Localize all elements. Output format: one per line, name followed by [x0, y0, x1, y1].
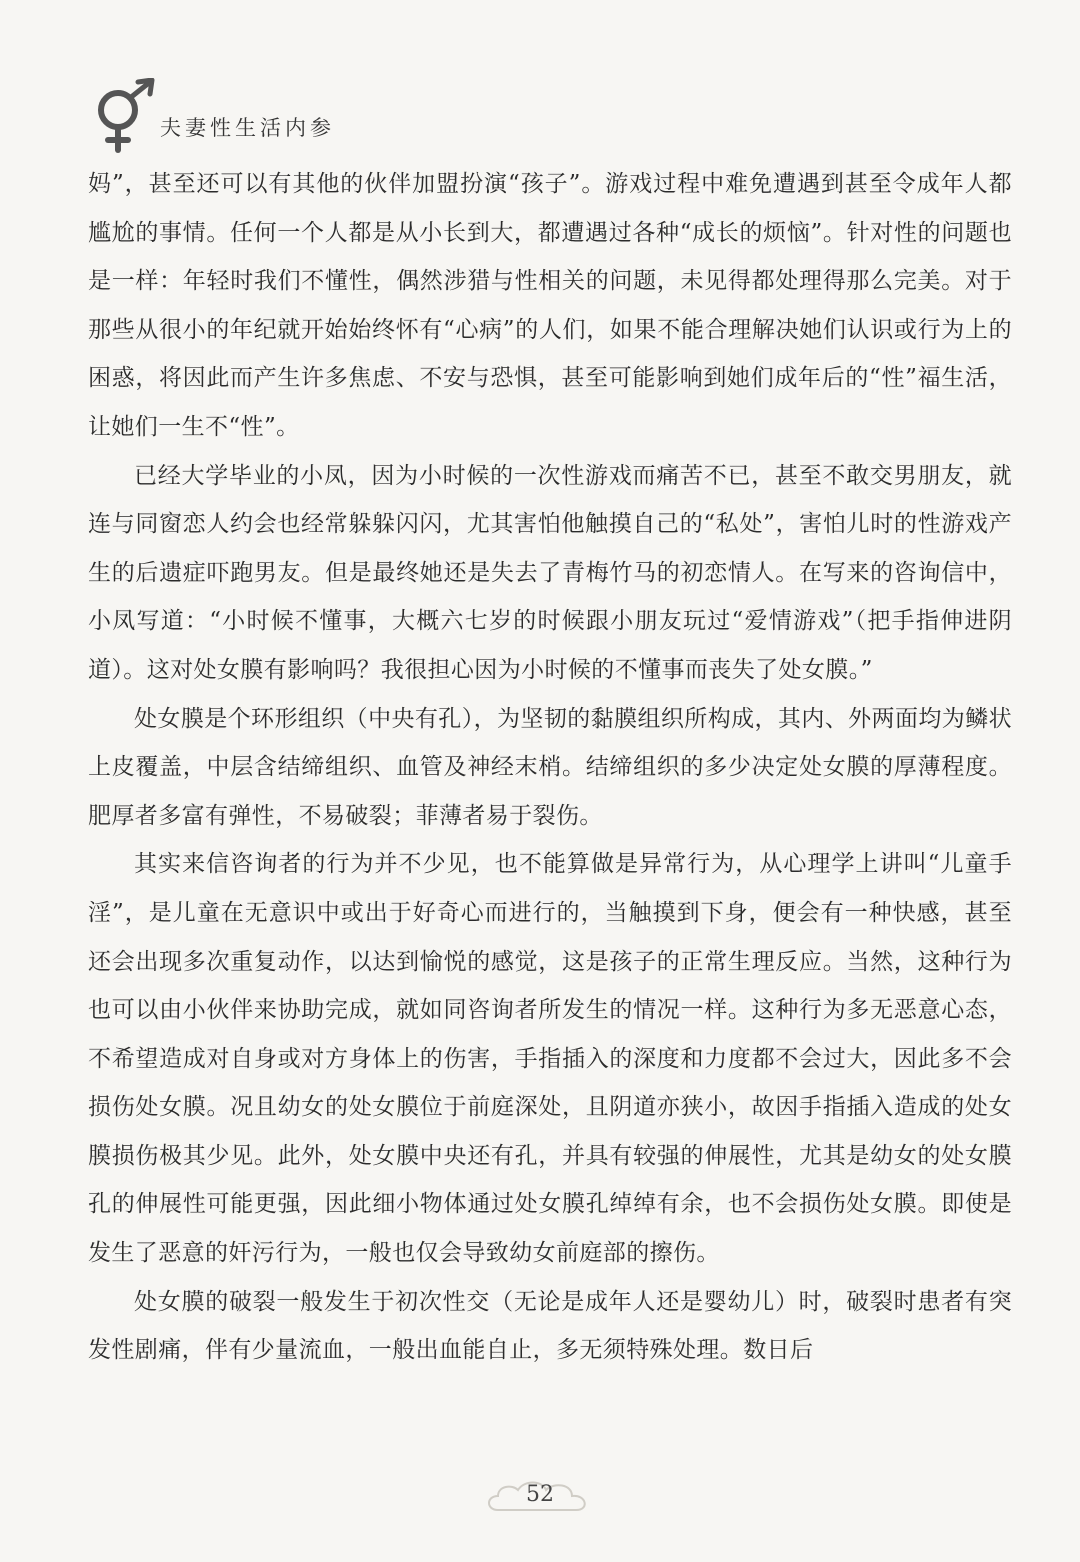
page-header [86, 78, 486, 158]
gender-symbol-logo-icon [86, 78, 166, 158]
paragraph: 已经大学毕业的小凤，因为小时候的一次性游戏而痛苦不已，甚至不敢交男朋友，就连与同窗恋人约会也经常躲躲闪闪，尤其害怕他触摸自己的“私处”，害怕儿时的性游戏产生的后遗症吓跑男友。但是最终她还是失去了青梅竹马的初恋情人。在写来的咨询信中，小凤写道：“小时候不懂事，大概六七岁的时候跟小朋友玩过“爱情游戏”（把手指伸进阴道）。这对处女膜有影响吗？我很担心因为小时候的不懂事而丧失了处女膜。” [88, 462, 1012, 683]
paragraph: 妈”，甚至还可以有其他的伙伴加盟扮演“孩子”。游戏过程中难免遭遇到甚至令成年人都尴尬的事情。任何一个人都是从小长到大，都遭遇过各种“成长的烦恼”。针对性的问题也是一样：年轻时我们不懂性，偶然涉猎与性相关的问题，未见得都处理得那么完美。对于那些从很小的年纪就开始始终怀有“心病”的人们，如果不能合理解决她们认识或行为上的困惑，将因此而产生许多焦虑、不安与恐惧，甚至可能影响到她们成年后的“性”福生活，让她们一生不“性”。 [88, 171, 1012, 440]
page-number: 52 [526, 1482, 554, 1507]
series-title: 夫妻性生活内参 [160, 116, 335, 140]
page-footer [480, 1474, 600, 1518]
paragraph: 其实来信咨询者的行为并不少见，也不能算做是异常行为，从心理学上讲叫“儿童手淫”，是儿童在无意识中或出于好奇心而进行的，当触摸到下身，便会有一种快感，甚至还会出现多次重复动作，以达到愉悦的感觉，这是孩子的正常生理反应。当然，这种行为也可以由小伙伴来协助完成，就如同咨询者所发生的情况一样。这种行为多无恶意心态，不希望造成对自身或对方身体上的伤害，手指插入的深度和力度都不会过大，因此多不会损伤处女膜。况且幼女的处女膜位于前庭深处，且阴道亦狭小，故因手指插入造成的处女膜损伤极其少见。此外，处女膜中央还有孔，并具有较强的伸展性，尤其是幼女的处女膜孔的伸展性可能更强，因此细小物体通过处女膜孔绰绰有余，也不会损伤处女膜。即使是发生了恶意的奸污行为，一般也仅会导致幼女前庭部的擦伤。 [88, 851, 1012, 1267]
paragraph: 处女膜是个环形组织（中央有孔），为坚韧的黏膜组织所构成，其内、外两面均为鳞状上皮覆盖，中层含结缔组织、血管及神经末梢。结缔组织的多少决定处女膜的厚薄程度。肥厚者多富有弹性，不易破裂；菲薄者易于裂伤。 [88, 705, 1012, 829]
paragraph: 处女膜的破裂一般发生于初次性交（无论是成年人还是婴幼儿）时，破裂时患者有突发性剧痛，伴有少量流血，一般出血能自止，多无须特殊处理。数日后 [88, 1288, 1012, 1364]
body-text [88, 160, 1012, 1375]
